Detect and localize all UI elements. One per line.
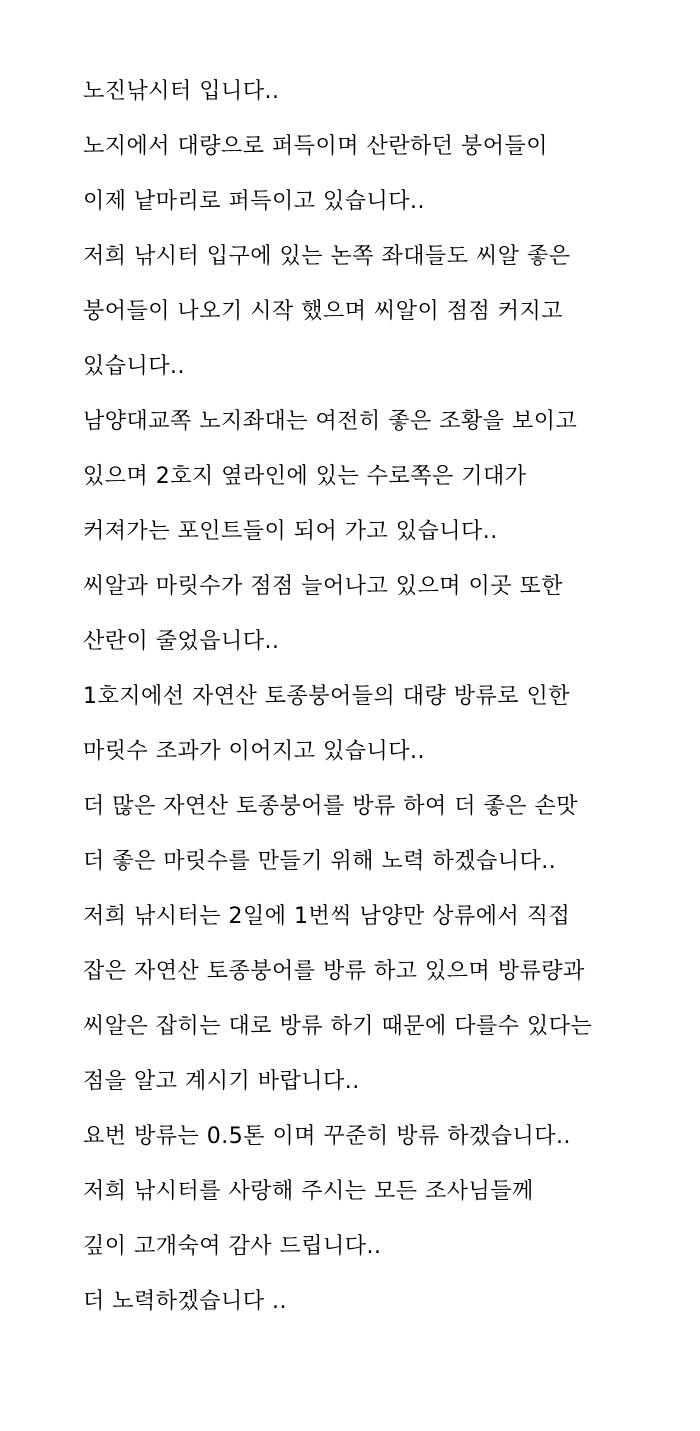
text-line: 1호지에선 자연산 토종붕어들의 대량 방류로 인한 [83,684,571,709]
text-line: 잡은 자연산 토종붕어를 방류 하고 있으며 방류량과 [83,959,585,984]
text-line: 남양대교쪽 노지좌대는 여전히 좋은 조황을 보이고 [83,409,578,434]
text-line: 있습니다.. [83,354,185,379]
text-line: 마릿수 조과가 이어지고 있습니다.. [83,739,425,764]
notice-text-body [83,64,683,1329]
text-line: 노진낚시터 입니다.. [83,79,280,104]
text-line: 저희 낚시터를 사랑해 주시는 모든 조사님들께 [83,1179,534,1204]
text-line: 요번 방류는 0.5톤 이며 꾸준히 방류 하겠습니다.. [83,1124,571,1149]
text-line: 산란이 줄었읍니다.. [83,629,280,654]
text-line: 더 많은 자연산 토종붕어를 방류 하여 더 좋은 손맛 [83,794,578,819]
text-line: 더 노력하겠습니다 .. [83,1289,287,1314]
text-line: 이제 낱마리로 퍼득이고 있습니다.. [83,189,425,214]
text-line: 있으며 2호지 옆라인에 있는 수로쪽은 기대가 [83,464,527,489]
text-line: 저희 낚시터 입구에 있는 논쪽 좌대들도 씨알 좋은 [83,244,571,269]
text-line: 점을 알고 계시기 바랍니다.. [83,1069,360,1094]
text-line: 노지에서 대량으로 퍼득이며 산란하던 붕어들이 [83,134,549,159]
text-line: 더 좋은 마릿수를 만들기 위해 노력 하겠습니다.. [83,849,557,874]
text-line: 커져가는 포인트들이 되어 가고 있습니다.. [83,519,498,544]
text-line: 저희 낚시터는 2일에 1번씩 남양만 상류에서 직접 [83,904,571,929]
text-line: 씨알은 잡히는 대로 방류 하기 때문에 다를수 있다는 [83,1014,593,1039]
text-line: 깊이 고개숙여 감사 드립니다.. [83,1234,382,1259]
text-line: 씨알과 마릿수가 점점 늘어나고 있으며 이곳 또한 [83,574,564,599]
text-line: 붕어들이 나오기 시작 했으며 씨알이 점점 커지고 [83,299,564,324]
